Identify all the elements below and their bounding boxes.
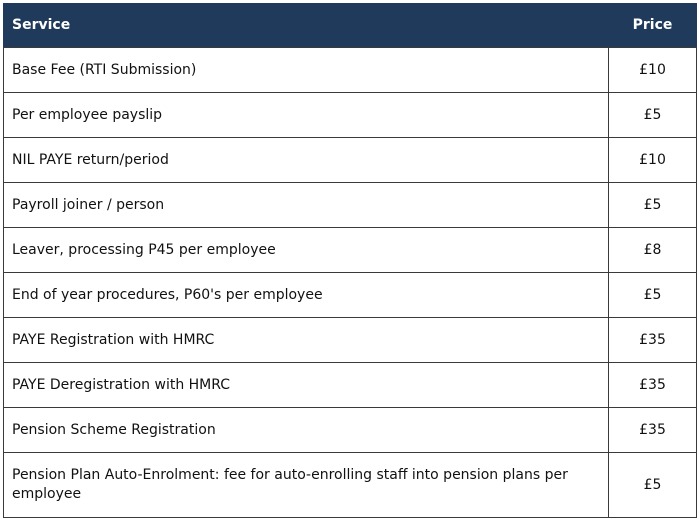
table-row: [4, 138, 697, 183]
service-cell: Leaver, processing P45 per employee: [4, 228, 609, 273]
service-cell: Pension Plan Auto-Enrolment: fee for auto-enrolling staff into pension plans per employee: [4, 453, 609, 518]
service-cell: End of year procedures, P60's per employee: [4, 273, 609, 318]
header-row: [4, 4, 697, 48]
table-row: [4, 228, 697, 273]
service-cell: Base Fee (RTI Submission): [4, 48, 609, 93]
price-cell: £35: [609, 318, 697, 363]
price-cell: £8: [609, 228, 697, 273]
pricing-table: [3, 3, 697, 518]
table-row: [4, 93, 697, 138]
price-cell: £35: [609, 363, 697, 408]
price-column-header: Price: [609, 4, 697, 48]
table-header: [4, 4, 697, 48]
price-cell: £10: [609, 138, 697, 183]
price-cell: £5: [609, 93, 697, 138]
service-cell: PAYE Registration with HMRC: [4, 318, 609, 363]
service-column-header: Service: [4, 4, 609, 48]
service-cell: PAYE Deregistration with HMRC: [4, 363, 609, 408]
service-cell: Payroll joiner / person: [4, 183, 609, 228]
service-cell: Pension Scheme Registration: [4, 408, 609, 453]
price-cell: £5: [609, 273, 697, 318]
table-row: [4, 273, 697, 318]
price-cell: £10: [609, 48, 697, 93]
table-row: [4, 318, 697, 363]
table-row: [4, 453, 697, 518]
service-cell: NIL PAYE return/period: [4, 138, 609, 183]
price-cell: £5: [609, 183, 697, 228]
price-cell: £35: [609, 408, 697, 453]
table-row: [4, 48, 697, 93]
table-body: [4, 48, 697, 518]
service-cell: Per employee payslip: [4, 93, 609, 138]
price-cell: £5: [609, 453, 697, 518]
table-row: [4, 363, 697, 408]
table-row: [4, 183, 697, 228]
table-row: [4, 408, 697, 453]
